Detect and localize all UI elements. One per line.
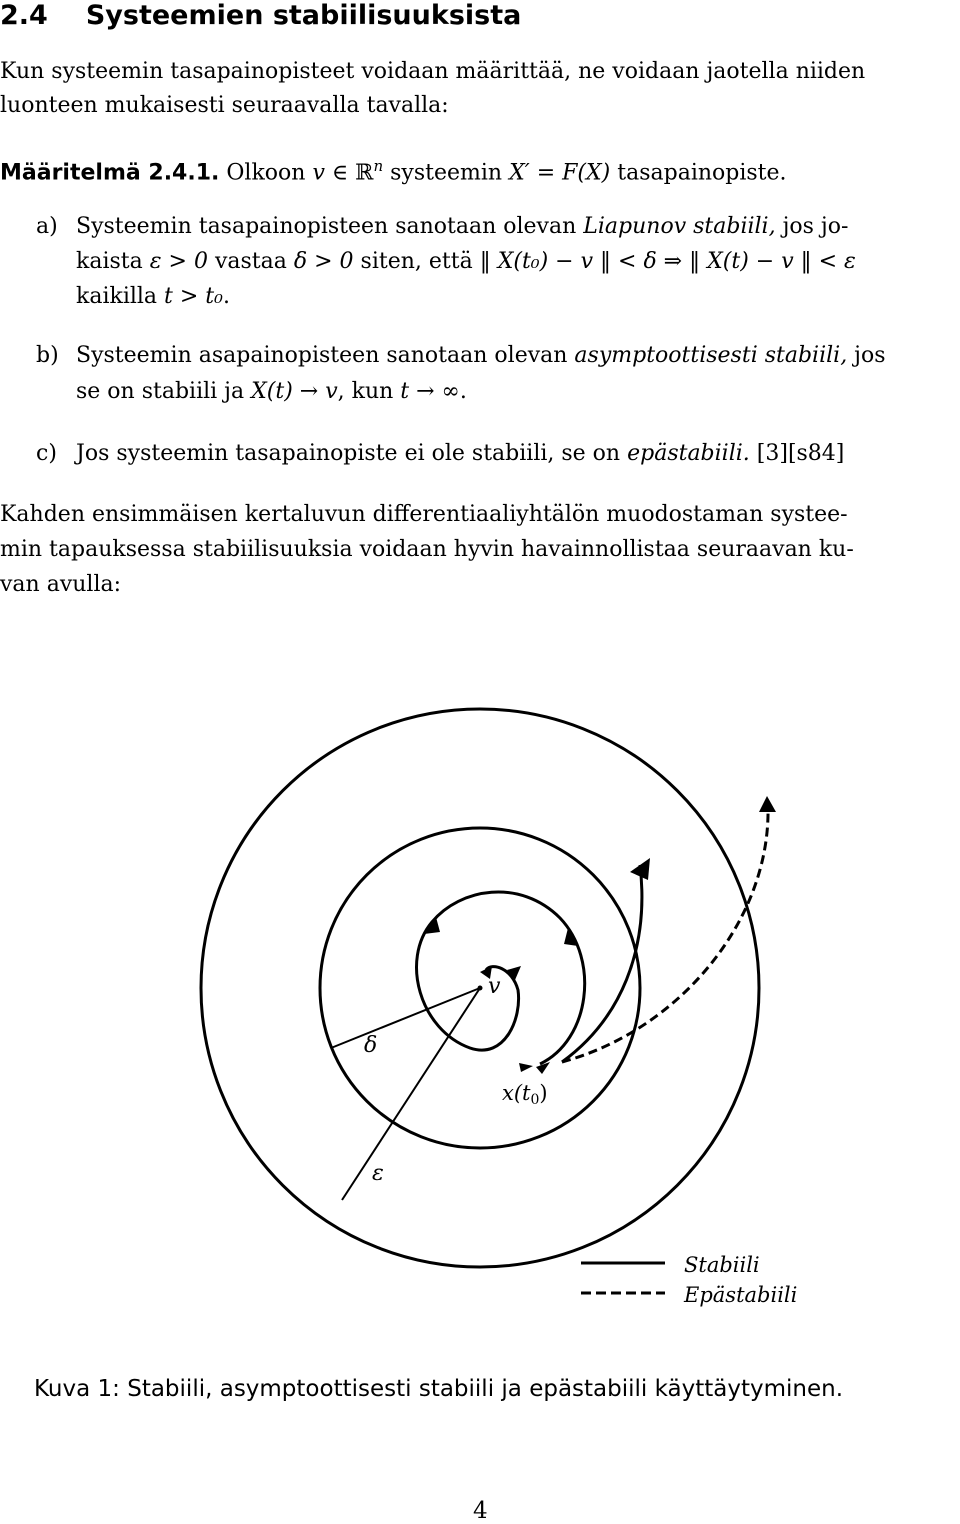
- limit-expr: t → ∞: [400, 379, 460, 404]
- intro-line-2: luonteen mukaisesti seuraavalla tavalla:: [0, 93, 449, 118]
- section-number: 2.4: [0, 0, 48, 31]
- paragraph-line-2: min tapauksessa stabiilisuuksia voidaan hyvin havainnollistaa seuraavan ku-: [0, 537, 854, 562]
- term-epastabiili: epästabiili.: [627, 441, 750, 466]
- item-a-text-end: jos jo-: [775, 214, 849, 239]
- item-c-text: Jos systeemin tasapainopiste ei ole stabiili, se on: [76, 441, 628, 466]
- label-epsilon: ε: [372, 1161, 384, 1186]
- definition-n: n: [373, 157, 384, 175]
- legend-unstable-label: Epästabiili: [684, 1283, 798, 1307]
- epsilon-condition: ε > 0: [149, 249, 208, 274]
- item-b-marker: b): [36, 343, 59, 368]
- label-v: v: [488, 974, 501, 999]
- term-asymptoottisesti-stabiili: asymptoottisesti stabiili,: [574, 343, 848, 368]
- delta-condition: δ > 0: [293, 249, 354, 274]
- label-x-t0: [502, 1081, 548, 1108]
- definition-text-mid: systeemin: [383, 160, 510, 186]
- time-condition: t > t₀: [164, 284, 223, 309]
- item-a-period: .: [222, 284, 230, 309]
- item-b-text: Systeemin asapainopisteen sanotaan olevan: [76, 343, 575, 368]
- spiral-arrow-1: [519, 1063, 533, 1072]
- item-b-text-2: se on stabiili ja: [76, 379, 252, 404]
- item-b-text-mid: , kun: [337, 379, 401, 404]
- unstable-trajectory: [562, 808, 768, 1062]
- figure-caption: Kuva 1: Stabiili, asymptoottisesti stabiili ja epästabiili käyttäytyminen.: [34, 1376, 844, 1402]
- definition-equation: X′ = F(X): [509, 160, 611, 186]
- item-a-text-2c: siten, että: [353, 249, 480, 274]
- intro-line-1: Kun systeemin tasapainopisteet voidaan määrittää, ne voidaan jaotella niiden: [0, 59, 866, 84]
- citation: [3][s84]: [749, 441, 845, 466]
- unstable-arrow: [759, 796, 776, 812]
- definition-in: ∈: [324, 160, 356, 186]
- label-delta: δ: [364, 1033, 378, 1058]
- item-b-text-end: jos: [847, 343, 886, 368]
- label-x-t0-sub: 0: [530, 1092, 540, 1108]
- item-c-marker: c): [36, 441, 57, 466]
- definition-text-post: tasapainopiste.: [610, 160, 787, 186]
- item-a-text-2b: vastaa: [207, 249, 294, 274]
- convergence-expr: X(t) → v: [251, 379, 338, 404]
- legend-stable-label: Stabiili: [684, 1253, 760, 1277]
- section-title: Systeemien stabiilisuuksista: [85, 0, 522, 31]
- item-b-period: .: [459, 379, 467, 404]
- delta-radius-line: [331, 988, 480, 1048]
- paragraph-line-3: van avulla:: [0, 572, 122, 597]
- page-number: 4: [473, 1498, 488, 1524]
- item-a-text-3: kaikilla: [76, 284, 165, 309]
- label-x-t0-close: ): [539, 1081, 548, 1105]
- epsilon-radius-line: [342, 988, 480, 1200]
- spiral-arrow-3: [424, 917, 440, 934]
- definition-text-pre: Olkoon: [226, 160, 313, 186]
- definition-v: v: [312, 160, 325, 186]
- asymptotic-spiral: [417, 892, 585, 1064]
- equilibrium-point: [478, 986, 483, 991]
- label-x-t0-main: x(t: [502, 1081, 531, 1105]
- term-liapunov-stabiili: Liapunov stabiili,: [583, 214, 776, 239]
- stability-implication: ‖ X(t₀) − v ‖ < δ ⇒ ‖ X(t) − v ‖ < ε: [479, 249, 856, 274]
- item-a-text-2a: kaista: [76, 249, 150, 274]
- item-a-text: Systeemin tasapainopisteen sanotaan olevan: [76, 214, 584, 239]
- definition-R: ℝ: [355, 160, 374, 186]
- item-a-marker: a): [36, 214, 58, 239]
- paragraph-line-1: Kahden ensimmäisen kertaluvun differentiaaliyhtälön muodostaman systee-: [0, 502, 848, 527]
- definition-label: Määritelmä 2.4.1.: [0, 160, 220, 186]
